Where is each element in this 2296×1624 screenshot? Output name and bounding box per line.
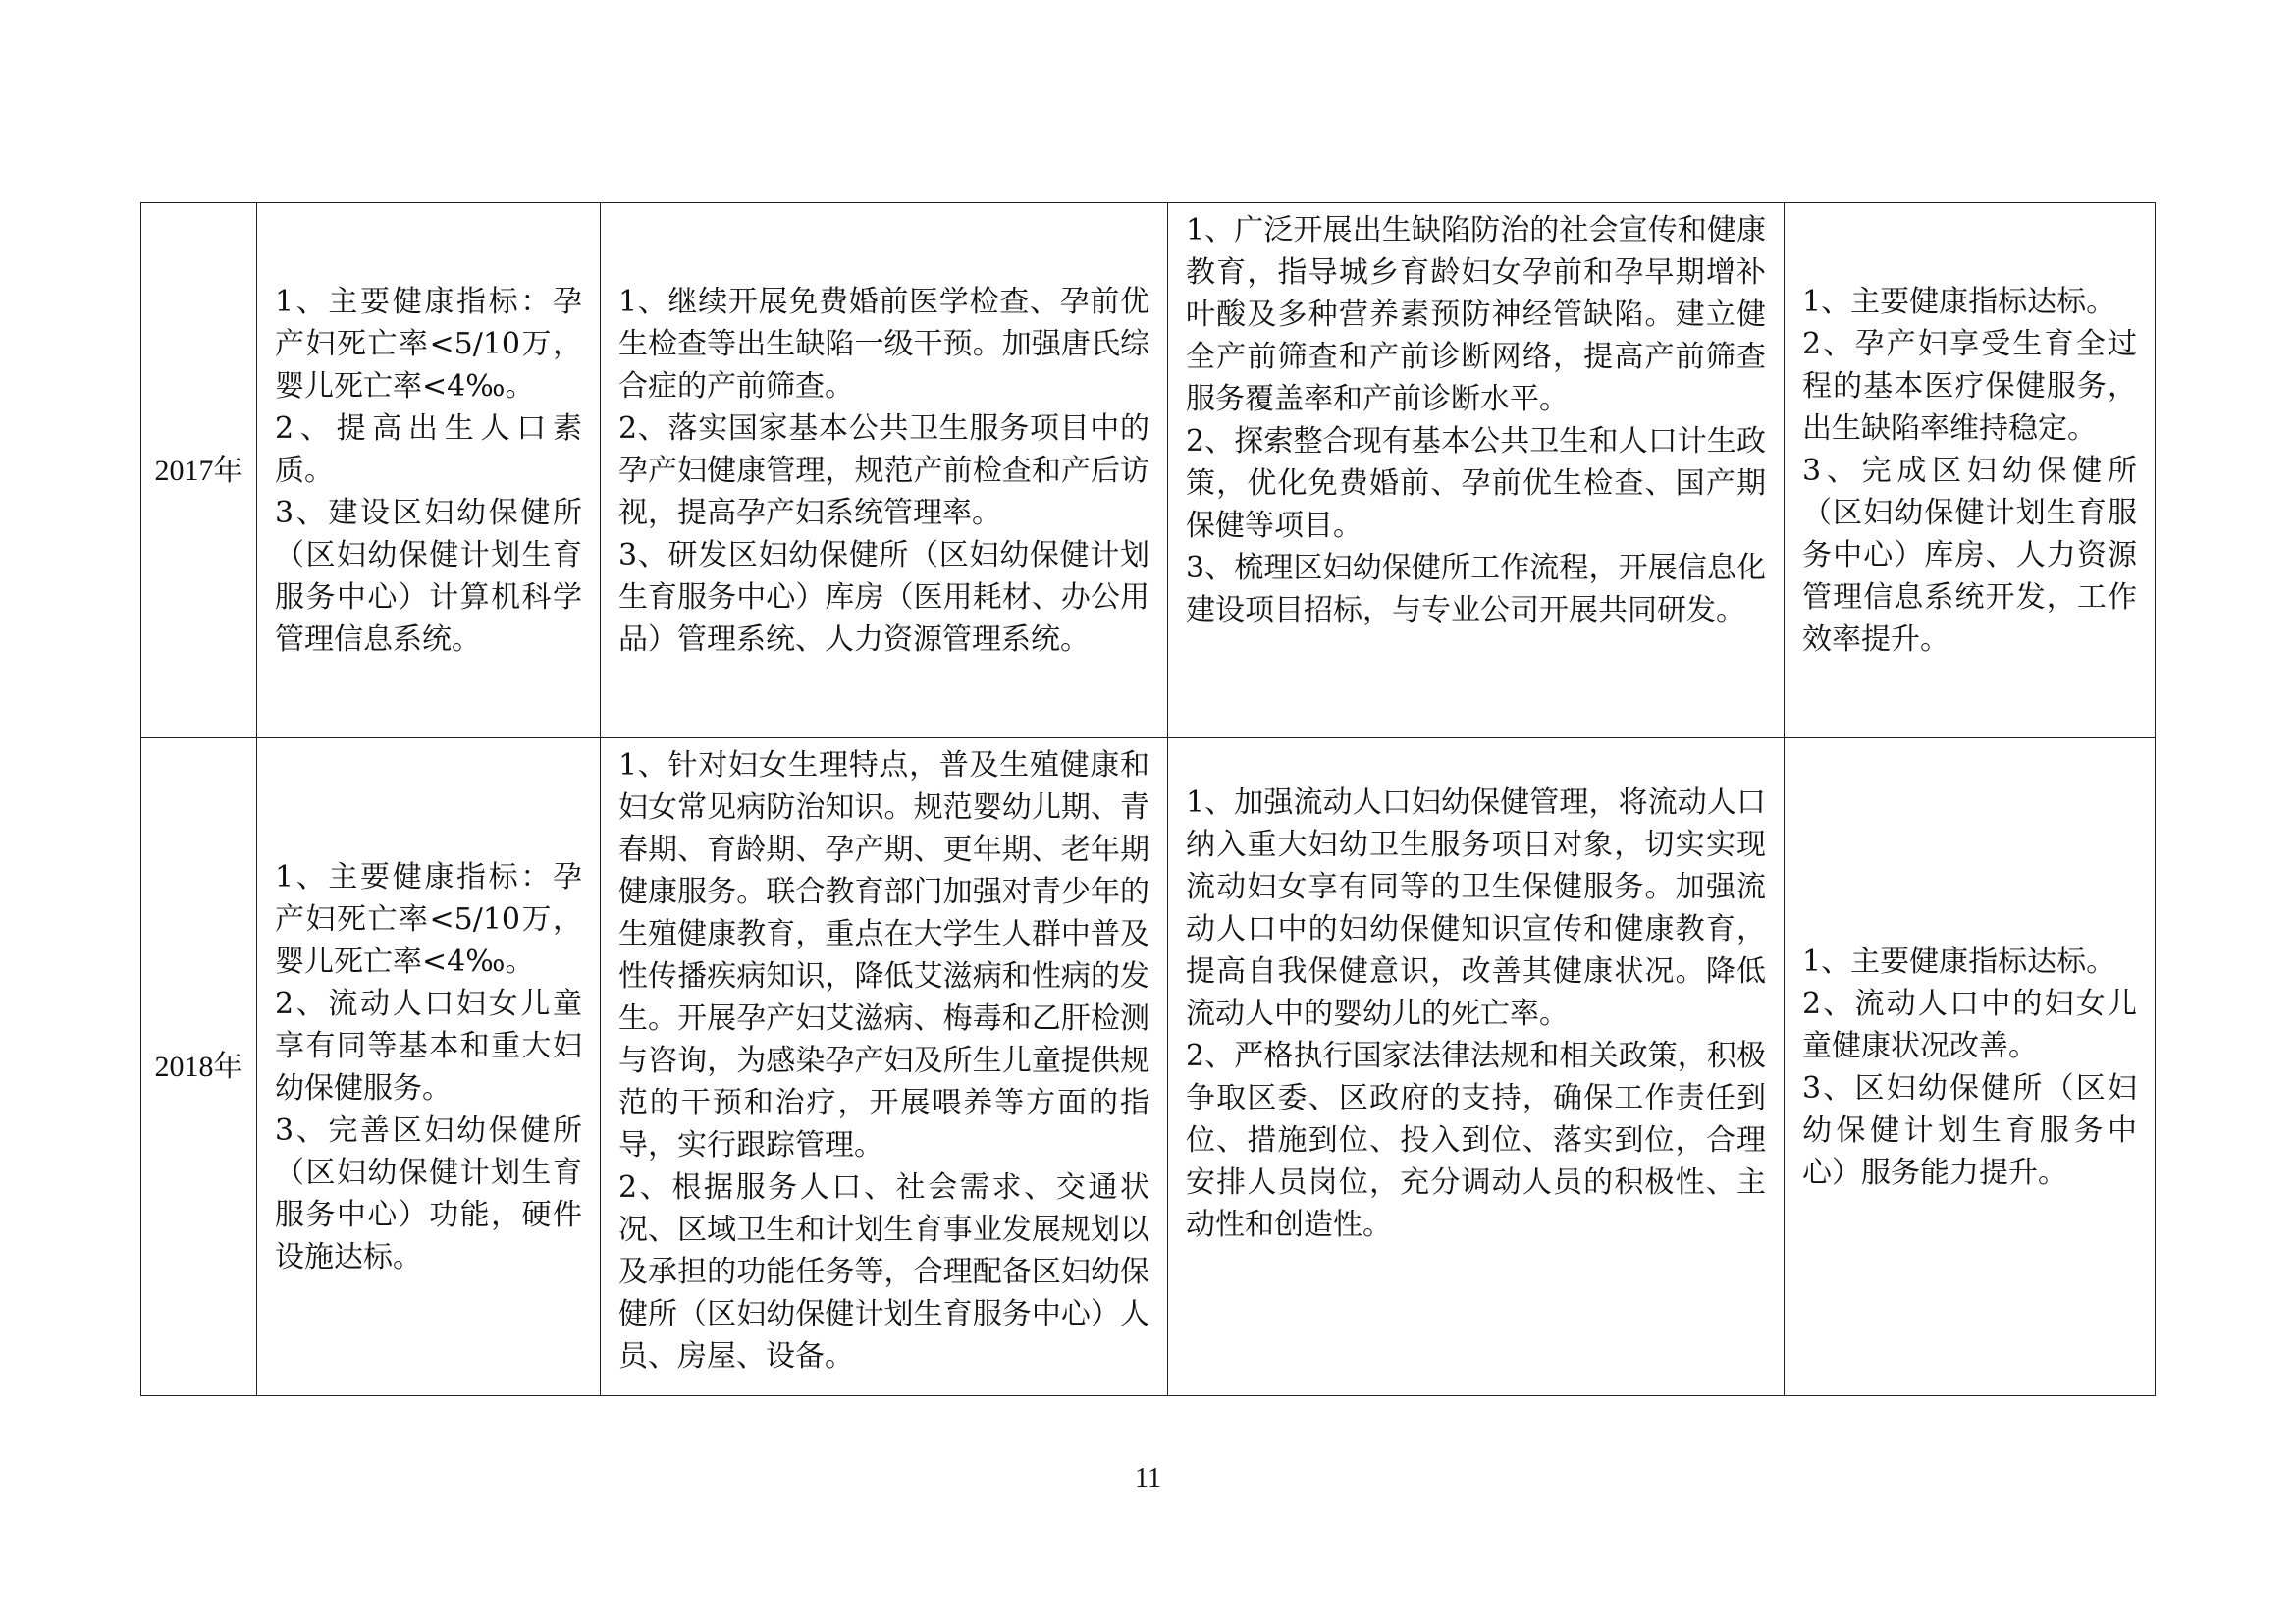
outcome-item: 1、主要健康指标达标。 bbox=[1802, 284, 2116, 319]
outcomes-cell bbox=[1785, 738, 2156, 1396]
measure-item: 2、根据服务人口、社会需求、交通状况、区域卫生和计划生育事业发展规划以及承担的功能任务等，合理配备区妇幼保健所（区妇幼保健计划生育服务中心）人员、房屋、设备。 bbox=[618, 1170, 1149, 1374]
goals-cell bbox=[257, 203, 601, 738]
measure-item: 2、严格执行国家法律法规和相关政策，积极争取区委、区政府的支持，确保工作责任到位、措施到位、投入到位、落实到位，合理安排人员岗位，充分调动人员的积极性、主动性和创造性。 bbox=[1186, 1039, 1766, 1242]
year-cell: 2018年 bbox=[141, 738, 257, 1396]
support-measures-cell bbox=[1168, 203, 1785, 738]
measure-item: 3、研发区妇幼保健所（区妇幼保健计划生育服务中心）库房（医用耗材、办公用品）管理系统、人力资源管理系统。 bbox=[618, 537, 1149, 657]
measure-item: 3、梳理区妇幼保健所工作流程，开展信息化建设项目招标，与专业公司开展共同研发。 bbox=[1186, 551, 1766, 627]
table-row bbox=[141, 738, 2156, 1396]
measures-cell bbox=[601, 203, 1168, 738]
plan-table bbox=[140, 202, 2156, 1396]
goal-item: 3、建设区妇幼保健所（区妇幼保健计划生育服务中心）计算机科学管理信息系统。 bbox=[275, 495, 582, 657]
measure-item: 1、针对妇女生理特点，普及生殖健康和妇女常见病防治知识。规范婴幼儿期、青春期、育龄期、孕产期、更年期、老年期健康服务。联合教育部门加强对青少年的生殖健康教育，重点在大学生人群中普及性传播疾病知识，降低艾滋病和性病的发生。开展孕产妇艾滋病、梅毒和乙肝检测与咨询，为感染孕产妇及所生儿童提供规范的干预和治疗，开展喂养等方面的指导，实行跟踪管理。 bbox=[618, 748, 1149, 1163]
measure-item: 1、继续开展免费婚前医学检查、孕前优生检查等出生缺陷一级干预。加强唐氏综合症的产前筛查。 bbox=[618, 284, 1149, 404]
measures-cell bbox=[601, 738, 1168, 1396]
goal-item: 1、主要健康指标：孕产妇死亡率<5/10万，婴儿死亡率<4‰。 bbox=[275, 284, 582, 404]
page-number: 11 bbox=[1135, 1463, 1161, 1493]
support-measures-cell bbox=[1168, 738, 1785, 1396]
goal-item: 2、流动人口妇女儿童享有同等基本和重大妇幼保健服务。 bbox=[275, 986, 582, 1106]
goal-item: 3、完善区妇幼保健所（区妇幼保健计划生育服务中心）功能，硬件设施达标。 bbox=[275, 1112, 582, 1274]
goals-cell bbox=[257, 738, 601, 1396]
outcome-item: 3、区妇幼保健所（区妇幼保健计划生育服务中心）服务能力提升。 bbox=[1802, 1070, 2137, 1190]
outcome-item: 2、孕产妇享受生育全过程的基本医疗保健服务，出生缺陷率维持稳定。 bbox=[1802, 326, 2137, 446]
table-row bbox=[141, 203, 2156, 738]
measure-item: 1、广泛开展出生缺陷防治的社会宣传和健康教育，指导城乡育龄妇女孕前和孕早期增补叶酸及多种营养素预防神经管缺陷。建立健全产前筛查和产前诊断网络，提高产前筛查服务覆盖率和产前诊断水平。 bbox=[1186, 213, 1766, 416]
outcome-item: 3、完成区妇幼保健所（区妇幼保健计划生育服务中心）库房、人力资源管理信息系统开发，工作效率提升。 bbox=[1802, 453, 2137, 657]
year-cell: 2017年 bbox=[141, 203, 257, 738]
outcomes-cell bbox=[1785, 203, 2156, 738]
measure-item: 1、加强流动人口妇幼保健管理，将流动人口纳入重大妇幼卫生服务项目对象，切实实现流动妇女享有同等的卫生保健服务。加强流动人口中的妇幼保健知识宣传和健康教育，提高自我保健意识，改善其健康状况。降低流动人中的婴幼儿的死亡率。 bbox=[1186, 785, 1766, 1031]
goal-item: 2、提高出生人口素质。 bbox=[275, 410, 582, 488]
outcome-item: 1、主要健康指标达标。 bbox=[1802, 944, 2116, 979]
measure-item: 2、落实国家基本公共卫生服务项目中的孕产妇健康管理，规范产前检查和产后访视，提高孕产妇系统管理率。 bbox=[618, 410, 1149, 530]
goal-item: 1、主要健康指标：孕产妇死亡率<5/10万，婴儿死亡率<4‰。 bbox=[275, 859, 582, 979]
measure-item: 2、探索整合现有基本公共卫生和人口计生政策，优化免费婚前、孕前优生检查、国产期保健等项目。 bbox=[1186, 424, 1766, 543]
outcome-item: 2、流动人口中的妇女儿童健康状况改善。 bbox=[1802, 986, 2137, 1063]
